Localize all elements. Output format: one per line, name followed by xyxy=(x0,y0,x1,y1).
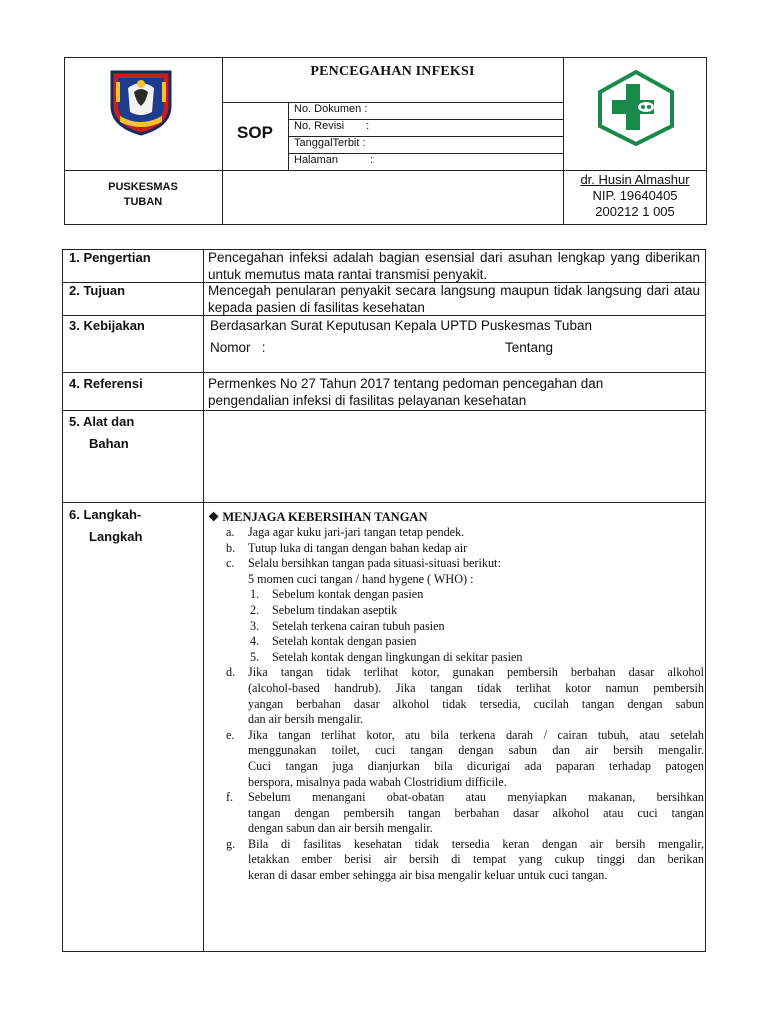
step-marker: a. xyxy=(226,525,235,539)
moments-intro: 5 momen cuci tangan / hand hygene ( WHO) : xyxy=(248,571,474,586)
step-line: dengan sabun dan air bersih mengalir. xyxy=(248,821,433,836)
step-line: tangan dengan pembersih tangan berbahan dasar alkohol atau cuci tangan xyxy=(248,805,704,820)
signatory-nip: NIP. 19640405 xyxy=(592,188,678,203)
steps-list xyxy=(208,525,704,884)
signatory-nip-cont: 200212 1 005 xyxy=(595,204,675,219)
kebijakan-nomor: Nomor : xyxy=(210,340,266,355)
moment-marker: 2. xyxy=(250,602,260,617)
meta-tanggal-terbit: TanggalTerbit : xyxy=(294,137,366,149)
step-line: Bila di fasilitas kesehatan tidak tersedia keran dengan air bersih mengalir, xyxy=(248,836,704,851)
text-kebijakan: Berdasarkan Surat Keputusan Kepala UPTD Puskesmas Tuban xyxy=(210,318,592,333)
moment-item xyxy=(208,603,704,619)
steps-heading: ❖ MENJAGA KEBERSIHAN TANGAN xyxy=(208,510,428,524)
step-item xyxy=(208,525,704,541)
step-marker: b. xyxy=(226,540,236,555)
moment-text: Setelah terkena cairan tubuh pasien xyxy=(272,618,445,633)
moment-marker: 4. xyxy=(250,634,260,649)
step-item xyxy=(208,556,704,572)
step-marker: e. xyxy=(226,727,235,742)
step-marker: g. xyxy=(226,836,236,851)
step-line: (alcohol-based handrub). Jika tangan tidak terlihat kotor namun pembersih xyxy=(248,680,704,695)
step-item xyxy=(208,665,704,727)
step-line: Tutup luka di tangan dengan bahan kedap air xyxy=(248,540,468,555)
signatory-name: dr. Husin Almashur xyxy=(580,172,690,187)
label-referensi: 4. Referensi xyxy=(69,376,143,391)
step-line: Jika tangan terlihat kotor, atu bila terkena darah / cairan tubuh, atau setelah xyxy=(248,727,704,742)
moment-item xyxy=(208,650,704,666)
step-line: yangan berbahan dasar alkohol tidak tersedia, cucilah tangan dengan sabun xyxy=(248,696,704,711)
step-line: Jaga agar kuku jari-jari tangan tetap pendek. xyxy=(248,525,465,539)
document-title: PENCEGAHAN INFEKSI xyxy=(310,64,475,79)
step-marker: c. xyxy=(226,556,235,571)
step-item xyxy=(208,790,704,837)
step-line: Jika tangan tidak terlihat kotor, gunakan pembersih berbahan dasar alkohol xyxy=(248,665,704,680)
meta-no-dokumen: No. Dokumen : xyxy=(294,103,368,115)
step-line: Selalu bersihkan tangan pada situasi-situasi berikut: xyxy=(248,556,501,571)
step-line: dan air bersih mengalir. xyxy=(248,712,364,727)
moment-text: Setelah kontak dengan pasien xyxy=(272,634,417,649)
step-line: keran di dasar ember sehingga air bisa mengalir keluar untuk cuci tangan. xyxy=(248,868,608,883)
diamond-bullet-icon: ❖ xyxy=(208,510,220,524)
moment-item xyxy=(208,587,704,603)
step-item xyxy=(208,541,704,557)
moment-item xyxy=(208,619,704,635)
label-langkah: 6. Langkah- Langkah xyxy=(69,507,143,544)
step-item xyxy=(208,837,704,884)
label-tujuan: 2. Tujuan xyxy=(69,283,126,298)
step-line: Cuci tangan juga dianjurkan bila dicurigai ada paparan terhadap patogen xyxy=(248,758,704,773)
step-line: Sebelum menangani obat-obatan atau menyiapkan makanan, bersihkan xyxy=(248,790,704,805)
step-marker: d. xyxy=(226,665,236,680)
moment-marker: 3. xyxy=(250,618,260,633)
text-referensi: Permenkes No 27 Tahun 2017 tentang pedoman pencegahan dan pengendalian infeksi di fasilitas pelayanan kesehatan xyxy=(208,376,604,408)
label-kebijakan: 3. Kebijakan xyxy=(69,318,145,333)
moment-marker: 5. xyxy=(250,649,260,664)
step-item xyxy=(208,728,704,790)
label-alat-bahan: 5. Alat dan Bahan xyxy=(69,414,135,451)
label-pengertian: 1. Pengertian xyxy=(69,250,151,265)
puskesmas-logo xyxy=(596,70,676,146)
moment-text: Sebelum kontak dengan pasien xyxy=(272,587,424,602)
signatory xyxy=(563,172,707,220)
sop-label: SOP xyxy=(237,123,273,142)
organization-name: PUSKESMAS TUBAN xyxy=(108,181,178,208)
moment-text: Sebelum tindakan aseptik xyxy=(272,602,398,617)
text-tujuan: Mencegah penularan penyakit secara langsung maupun tidak langsung dari atau kepada pasien di fasilitas kesehatan xyxy=(208,283,700,315)
step-line: letakkan ember berisi air bersih di tempat yang cukup tinggi dan berikan xyxy=(248,852,704,867)
moment-item xyxy=(208,634,704,650)
step-line: berspora, misalnya pada wabah Clostridium difficile. xyxy=(248,774,507,789)
meta-halaman: Halaman : xyxy=(294,154,374,166)
meta-no-revisi: No. Revisi : xyxy=(294,120,370,132)
regency-logo xyxy=(106,68,176,136)
moment-text: Setelah kontak dengan lingkungan di sekitar pasien xyxy=(272,649,523,664)
text-pengertian: Pencegahan infeksi adalah bagian esensial dari asuhan lengkap yang diberikan untuk memutus mata rantai transmisi penyakit. xyxy=(208,250,700,282)
step-marker: f. xyxy=(226,790,234,805)
kebijakan-tentang: Tentang xyxy=(505,340,554,355)
moment-marker: 1. xyxy=(250,587,260,602)
step-line: menggunakan toilet, cuci tangan dengan sabun dan air bersih mengalir. xyxy=(248,743,704,758)
